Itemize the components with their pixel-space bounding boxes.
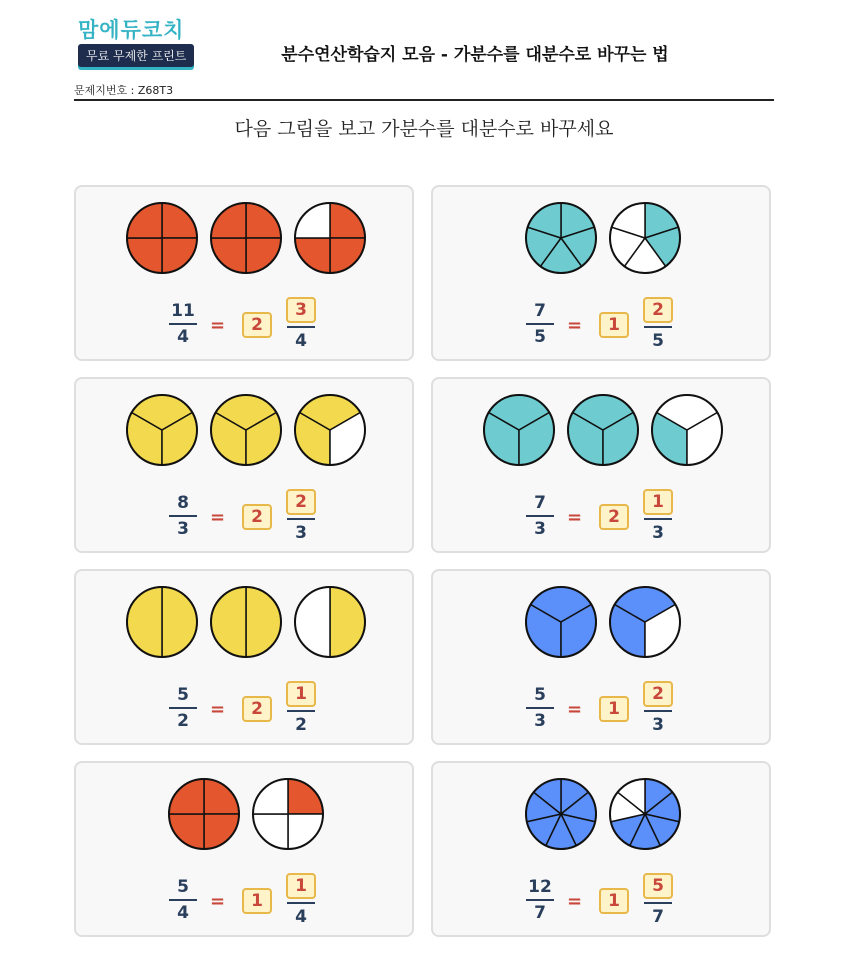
fraction-bar xyxy=(287,902,315,904)
shaded-slice xyxy=(127,587,162,657)
fraction-denominator: 7 xyxy=(534,903,546,923)
equation-row xyxy=(433,487,769,547)
fraction-circle xyxy=(295,203,365,273)
answer-denominator: 3 xyxy=(652,715,664,735)
improper-fraction xyxy=(525,685,555,731)
fraction-circle xyxy=(610,779,680,849)
fraction-bar xyxy=(526,899,554,901)
shaded-slice xyxy=(211,587,246,657)
fraction-circle xyxy=(127,203,197,273)
fraction-bar xyxy=(526,515,554,517)
equals-sign: = xyxy=(567,891,583,912)
equation-row xyxy=(76,871,412,931)
fraction-circle xyxy=(211,395,281,465)
fraction-circle xyxy=(652,395,722,465)
fraction-circles xyxy=(76,393,412,467)
fraction-circles xyxy=(433,393,769,467)
answer-denominator: 4 xyxy=(295,331,307,351)
equals-sign: = xyxy=(567,315,583,336)
equation-row xyxy=(433,679,769,739)
fraction-circle xyxy=(127,395,197,465)
improper-fraction xyxy=(525,301,555,347)
fraction-bar xyxy=(169,707,197,709)
numerator-answer[interactable]: 1 xyxy=(286,873,316,899)
fraction-circles xyxy=(76,777,412,851)
equals-sign: = xyxy=(210,315,226,336)
fraction-numerator: 5 xyxy=(534,685,546,705)
equals-sign: = xyxy=(210,891,226,912)
fraction-circle xyxy=(568,395,638,465)
equation-row xyxy=(76,295,412,355)
fraction-circle xyxy=(211,587,281,657)
numerator-answer[interactable]: 3 xyxy=(286,297,316,323)
fraction-denominator: 5 xyxy=(534,327,546,347)
fraction-bar xyxy=(287,518,315,520)
worksheet-code: 문제지번호 : Z68T3 xyxy=(74,84,174,97)
fraction-circles xyxy=(433,201,769,275)
numerator-answer[interactable]: 1 xyxy=(643,489,673,515)
whole-number-answer[interactable]: 2 xyxy=(242,696,272,722)
fraction-circle xyxy=(295,395,365,465)
logo-title: 맘에듀코치 xyxy=(78,18,185,42)
fraction-denominator: 3 xyxy=(534,519,546,539)
equation-row xyxy=(76,679,412,739)
equals-sign: = xyxy=(210,507,226,528)
answer-denominator: 2 xyxy=(295,715,307,735)
problem-card xyxy=(74,761,414,937)
fraction-circles xyxy=(76,585,412,659)
fraction-circle xyxy=(526,203,596,273)
fraction-bar xyxy=(644,902,672,904)
improper-fraction xyxy=(525,877,555,923)
whole-number-answer[interactable]: 2 xyxy=(242,312,272,338)
numerator-answer[interactable]: 2 xyxy=(643,681,673,707)
fraction-circle xyxy=(295,587,365,657)
whole-number-answer[interactable]: 1 xyxy=(599,696,629,722)
fraction-denominator: 3 xyxy=(534,711,546,731)
answer-denominator: 5 xyxy=(652,331,664,351)
equation-row xyxy=(433,295,769,355)
fraction-circle xyxy=(610,203,680,273)
whole-number-answer[interactable]: 1 xyxy=(599,888,629,914)
improper-fraction xyxy=(525,493,555,539)
numerator-answer[interactable]: 1 xyxy=(286,681,316,707)
fraction-numerator: 5 xyxy=(177,877,189,897)
equation-row xyxy=(433,871,769,931)
fraction-bar xyxy=(644,326,672,328)
fraction-circle xyxy=(610,587,680,657)
fraction-circles xyxy=(433,585,769,659)
fraction-circle xyxy=(526,779,596,849)
fraction-numerator: 12 xyxy=(528,877,552,897)
fraction-numerator: 5 xyxy=(177,685,189,705)
instruction-text: 다음 그림을 보고 가분수를 대분수로 바꾸세요 xyxy=(234,118,614,140)
fraction-bar xyxy=(526,323,554,325)
fraction-denominator: 4 xyxy=(177,903,189,923)
fraction-numerator: 11 xyxy=(171,301,195,321)
whole-number-answer[interactable]: 1 xyxy=(599,312,629,338)
fraction-bar xyxy=(287,710,315,712)
answer-denominator: 4 xyxy=(295,907,307,927)
fraction-circles xyxy=(76,201,412,275)
logo xyxy=(78,18,198,67)
numerator-answer[interactable]: 2 xyxy=(643,297,673,323)
fraction-denominator: 3 xyxy=(177,519,189,539)
fraction-denominator: 2 xyxy=(177,711,189,731)
fraction-circle xyxy=(127,587,197,657)
answer-denominator: 3 xyxy=(295,523,307,543)
fraction-numerator: 8 xyxy=(177,493,189,513)
fraction-circle xyxy=(484,395,554,465)
whole-number-answer[interactable]: 2 xyxy=(242,504,272,530)
numerator-answer[interactable]: 2 xyxy=(286,489,316,515)
fraction-bar xyxy=(644,710,672,712)
improper-fraction xyxy=(168,301,198,347)
whole-number-answer[interactable]: 1 xyxy=(242,888,272,914)
shaded-slice xyxy=(330,587,365,657)
problem-card xyxy=(431,569,771,745)
equals-sign: = xyxy=(210,699,226,720)
header-divider xyxy=(74,99,774,101)
fraction-circles xyxy=(433,777,769,851)
fraction-numerator: 7 xyxy=(534,493,546,513)
problem-card xyxy=(431,761,771,937)
problem-card xyxy=(431,185,771,361)
fraction-circle xyxy=(169,779,239,849)
logo-badge: 무료 무제한 프린트 xyxy=(78,44,194,67)
answer-denominator: 3 xyxy=(652,523,664,543)
whole-number-answer[interactable]: 2 xyxy=(599,504,629,530)
empty-slice xyxy=(295,587,330,657)
fraction-bar xyxy=(169,323,197,325)
answer-denominator: 7 xyxy=(652,907,664,927)
improper-fraction xyxy=(168,877,198,923)
fraction-bar xyxy=(169,515,197,517)
fraction-bar xyxy=(287,326,315,328)
fraction-denominator: 4 xyxy=(177,327,189,347)
numerator-answer[interactable]: 5 xyxy=(643,873,673,899)
fraction-bar xyxy=(644,518,672,520)
fraction-bar xyxy=(169,899,197,901)
equals-sign: = xyxy=(567,699,583,720)
equals-sign: = xyxy=(567,507,583,528)
fraction-circle xyxy=(526,587,596,657)
problem-card xyxy=(431,377,771,553)
improper-fraction xyxy=(168,493,198,539)
problem-card xyxy=(74,569,414,745)
fraction-circle xyxy=(253,779,323,849)
shaded-slice xyxy=(162,587,197,657)
improper-fraction xyxy=(168,685,198,731)
equation-row xyxy=(76,487,412,547)
fraction-circle xyxy=(211,203,281,273)
shaded-slice xyxy=(246,587,281,657)
page-title: 분수연산학습지 모음 - 가분수를 대분수로 바꾸는 법 xyxy=(281,45,669,65)
problem-card xyxy=(74,185,414,361)
fraction-bar xyxy=(526,707,554,709)
fraction-numerator: 7 xyxy=(534,301,546,321)
problem-card xyxy=(74,377,414,553)
